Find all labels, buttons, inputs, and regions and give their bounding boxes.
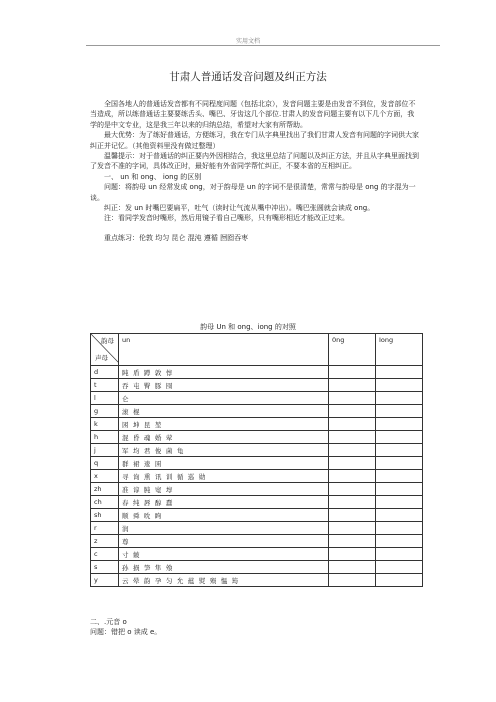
column-header-un: un [119, 334, 329, 366]
ong-cell [329, 366, 376, 379]
un-chars-cell: 尊 [119, 535, 329, 548]
advantage-paragraph: 最大优势：为了练好普通话，方便练习，我在专门从字典里找出了我们甘肃人发音有问题的字词供大家纠正并记忆。（其他资料里没有做过整理） [90, 131, 419, 150]
section1-problem: 问题：将韵母 un 经常发成 ong，对于韵母是 un 的字词不是很清楚，常常与韵母是 ong 的字混为一谈。 [90, 183, 416, 202]
un-chars-cell: 困 坤 昆 堃 [119, 418, 329, 431]
section2-problem: 问题：错把 o 读成 e。 [90, 628, 162, 637]
document-title: 甘肃人普通话发音问题及纠正方法 [169, 71, 327, 83]
table-row [91, 522, 423, 535]
iong-cell [376, 418, 423, 431]
iong-cell [376, 379, 423, 392]
ong-cell [329, 496, 376, 509]
un-chars-cell: 混 昏 魂 婚 荤 [119, 431, 329, 444]
ong-cell [329, 509, 376, 522]
initial-cell: c [91, 548, 119, 561]
initial-cell: g [91, 405, 119, 418]
table-row [91, 444, 423, 457]
initial-cell: zh [91, 483, 119, 496]
table-row [91, 405, 423, 418]
un-chars-cell: 群 裙 逡 囷 [119, 457, 329, 470]
ong-cell [329, 561, 376, 574]
rhyme-comparison-table [90, 333, 423, 587]
initial-cell: j [91, 444, 119, 457]
un-chars-cell: 吞 屯 臀 豚 囤 [119, 379, 329, 392]
table-row [91, 366, 423, 379]
ong-cell [329, 483, 376, 496]
initial-cell: d [91, 366, 119, 379]
section1-practice: 重点练习：伦敦 均匀 昆仑 混沌 遵循 囫囵吞枣 [104, 233, 249, 242]
iong-cell [376, 457, 423, 470]
un-chars-cell: 云 晕 韵 孕 匀 允 蕴 熨 殒 愠 筠 [119, 574, 329, 587]
ong-cell [329, 418, 376, 431]
un-chars-cell: 仑 [119, 392, 329, 405]
initial-cell: h [91, 431, 119, 444]
un-chars-cell: 顺 舜 吮 眴 [119, 509, 329, 522]
page-header: 实用文档 [235, 38, 260, 45]
section1-note: 注：看同学发音时嘴形，然后用镜子看自己嘴形，只有嘴形相近才能改正过来。 [104, 214, 349, 223]
un-chars-cell: 润 [119, 522, 329, 535]
iong-cell [376, 483, 423, 496]
table-row [91, 574, 423, 587]
un-chars-cell: 军 均 君 俊 菌 龟 [119, 444, 329, 457]
column-header-iong: Iong [376, 334, 423, 366]
initial-cell: t [91, 379, 119, 392]
table-row [91, 548, 423, 561]
un-chars-cell: 寻 询 熏 讯 训 循 巡 勋 [119, 470, 329, 483]
corner-label-final: 韵母 [101, 337, 114, 345]
table-row [91, 418, 423, 431]
table-row [91, 535, 423, 548]
iong-cell [376, 548, 423, 561]
un-chars-cell: 春 纯 唇 醇 蠢 [119, 496, 329, 509]
initial-cell: r [91, 522, 119, 535]
ong-cell [329, 405, 376, 418]
un-chars-cell: 滚 棍 [119, 405, 329, 418]
table-body [91, 334, 423, 587]
iong-cell [376, 522, 423, 535]
table-row [91, 431, 423, 444]
section1-fix: 纠正：发 un 时嘴巴要扁平，吐气（读时让气流从嘴中冲出）。嘴巴张圆就会读成 ong。 [104, 204, 375, 213]
table-row [91, 561, 423, 574]
ong-cell [329, 522, 376, 535]
un-chars-cell: 准 谆 肫 窀 埻 [119, 483, 329, 496]
iong-cell [376, 561, 423, 574]
corner-cell [91, 334, 119, 366]
initial-cell: ch [91, 496, 119, 509]
table-caption: 韵母 Un 和 ong、iong 的对照 [200, 323, 296, 331]
table-row [91, 509, 423, 522]
initial-cell: z [91, 535, 119, 548]
header-divider [86, 45, 440, 46]
iong-cell [376, 431, 423, 444]
table-row [91, 457, 423, 470]
table-row [91, 392, 423, 405]
section2-heading: 二、.元音 o [90, 618, 127, 626]
ong-cell [329, 535, 376, 548]
table-row [91, 483, 423, 496]
ong-cell [329, 574, 376, 587]
intro-paragraph: 全国各地人的普通话发音都有不同程度问题（包括北京），发音问题主要是由发音不到位，发音部位不当造成，所以练普通话主要要练舌头、嘴巴、牙齿这几个部位.甘肃人的发音问题主要有以下几个方面，我学的是中文专业，这是我三年以来的归纳总结，希望对大家有所帮助。 [90, 100, 416, 129]
iong-cell [376, 496, 423, 509]
ong-cell [329, 548, 376, 561]
initial-cell: q [91, 457, 119, 470]
initial-cell: y [91, 574, 119, 587]
iong-cell [376, 444, 423, 457]
table-row [91, 496, 423, 509]
table-row [91, 379, 423, 392]
ong-cell [329, 444, 376, 457]
section2 [90, 617, 420, 638]
initial-cell: k [91, 418, 119, 431]
iong-cell [376, 535, 423, 548]
iong-cell [376, 405, 423, 418]
table-row [91, 470, 423, 483]
iong-cell [376, 392, 423, 405]
iong-cell [376, 509, 423, 522]
column-header-ong: 0ng [329, 334, 376, 366]
ong-cell [329, 457, 376, 470]
initial-cell: l [91, 392, 119, 405]
initial-cell: x [91, 470, 119, 483]
ong-cell [329, 392, 376, 405]
iong-cell [376, 574, 423, 587]
iong-cell [376, 366, 423, 379]
iong-cell [376, 470, 423, 483]
section1-heading: 一、 un 和 ong、 iong 的区别 [104, 172, 202, 181]
un-chars-cell: 盹 盾 蹲 敦 惇 [119, 366, 329, 379]
initial-cell: sh [91, 509, 119, 522]
ong-cell [329, 379, 376, 392]
un-chars-cell: 孙 损 笋 隼 飧 [119, 561, 329, 574]
initial-cell: s [91, 561, 119, 574]
tip-paragraph: 温馨提示：对于普通话的纠正要内外因相结合，我这里总结了问题以及纠正方法，并且从字典里面找到了发音不准的字词，具体改正时，最好能有外省同学帮忙纠正，不要本省的互相纠正。 [90, 152, 419, 171]
table-header-row [91, 334, 423, 366]
ong-cell [329, 431, 376, 444]
ong-cell [329, 470, 376, 483]
document-body [90, 99, 420, 243]
un-chars-cell: 寸 皴 [119, 548, 329, 561]
corner-label-initial: 声母 [95, 354, 108, 362]
